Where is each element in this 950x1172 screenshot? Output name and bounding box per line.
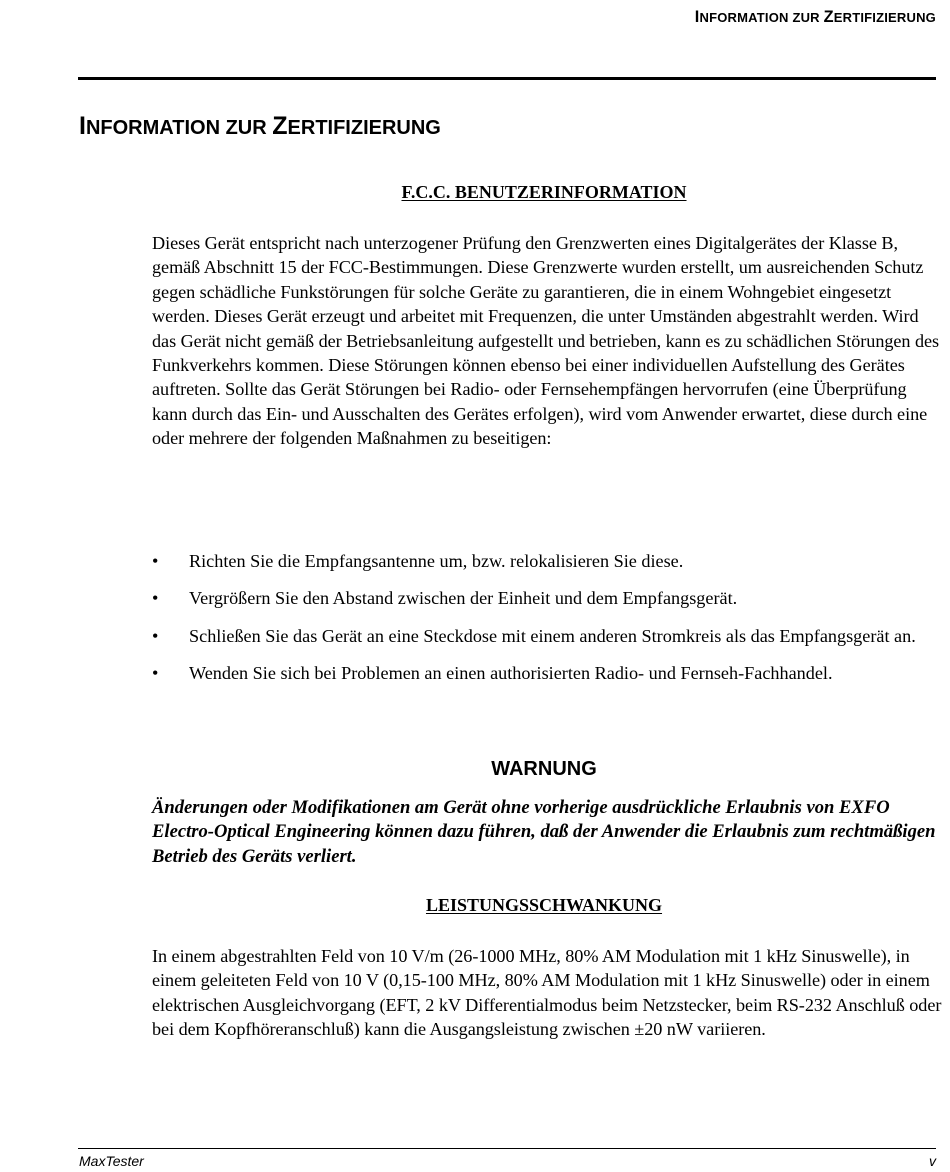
fcc-paragraph: Dieses Gerät entspricht nach unterzogener Prüfung den Grenzwerten eines Digitalgerätes der Klasse B, gemäß Abschnitt 15 der FCC-Bestimmungen. Diese Grenzwerte wurden erstellt, um ausreichenden Schutz gegen schädliche Funkstörungen für solche Geräte zu garantieren, die in einem Wohngebiet eingesetzt werden. Dieses Gerät erzeugt und arbeitet mit Frequenzen, die unter Umständen abgestrahlt werden. Wird das Gerät nicht gemäß der Betriebsanleitung aufgestellt und betrieben, kann es zu schädlichen Störungen des Funkverkehrs kommen. Diese Störungen können ebenso bei einer individuellen Aufstellung des Gerätes auftreten. Sollte das Gerät Störungen bei Radio- oder Fernsehempfängen hervorrufen (eine Überprüfung kann durch das Ein- und Ausschalten des Gerätes erfolgen), wird vom Anwender erwartet, diese durch eine oder mehrere der folgenden Maßnahmen zu beseitigen: [152,233,940,449]
list-item [152,549,942,573]
running-header-title: INFORMATION ZUR ZERTIFIZIERUNG [694,8,936,26]
page-title: INFORMATION ZUR ZERTIFIZIERUNG [79,112,441,140]
bullet-icon: • [152,551,159,571]
fcc-heading [152,182,936,203]
bullet-icon: • [152,588,159,609]
leistung-paragraph: In einem abgestrahlten Feld von 10 V/m (26-1000 MHz, 80% AM Modulation mit 1 kHz Sinuswelle), in einem geleiteten Feld von 10 V (0,15-100 MHz, 80% AM Modulation mit 1 kHz Sinuswelle) oder in einem elektrischen Ausgleichvorgang (EFT, 2 kV Differentialmodus beim Netzstecker, beim RS-232 Anschluß oder bei dem Kopfhöreranschluß) kann die Ausgangsleistung zwischen ±20 nW variieren. [152,946,942,1040]
header-rule [78,77,936,80]
list-item [152,624,942,648]
footer-rule [78,1148,936,1149]
fcc-heading-text: F.C.C. BENUTZERINFORMATION [401,182,687,202]
leistung-heading-text: LEISTUNGSSCHWANKUNG [425,895,663,915]
list-item-text: Richten Sie die Empfangsantenne um, bzw. relokalisieren Sie diese. [189,551,684,571]
list-item [152,586,942,610]
leistung-heading [152,895,936,916]
running-header [695,8,936,27]
list-item-text: Vergrößern Sie den Abstand zwischen der Einheit und dem Empfangsgerät. [189,588,738,609]
warning-text: Änderungen oder Modifikationen am Gerät ohne vorherige ausdrückliche Erlaubnis von EXFO Electro-Optical Engineering können dazu führen, daß der Anwender die Erlaubnis zum rechtmäßigen Betrieb des Geräts verliert. [152,797,936,867]
fcc-measures-list [152,549,942,699]
footer-product-name: MaxTester [79,1153,144,1169]
bullet-icon: • [152,663,159,684]
footer-page-number: v [929,1153,936,1169]
list-item-text: Schließen Sie das Gerät an eine Steckdose mit einem anderen Stromkreis als das Empfangsgerät an. [189,625,916,646]
warning-heading: WARNUNG [491,758,597,780]
bullet-icon: • [152,625,159,646]
list-item [152,661,942,685]
list-item-text: Wenden Sie sich bei Problemen an einen authorisierten Radio- und Fernseh-Fachhandel. [189,663,833,684]
